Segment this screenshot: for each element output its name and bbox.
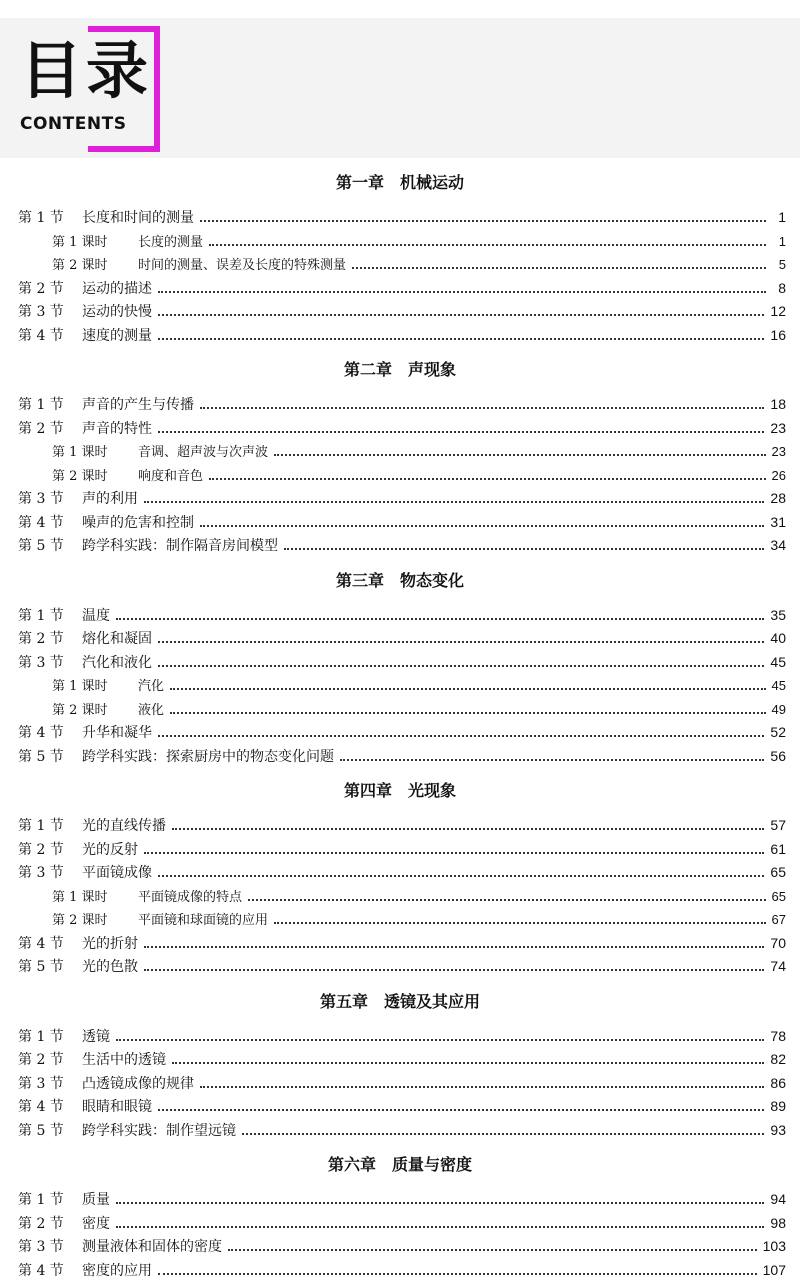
entry-number: 第 2 课时 <box>52 909 138 933</box>
chapter-heading[interactable] <box>0 1142 800 1188</box>
entry-title: 升华和凝华 <box>82 722 158 746</box>
entry-number: 第 3 节 <box>18 301 82 325</box>
toc-section-entry[interactable] <box>0 487 800 511</box>
toc-lesson-entry[interactable] <box>0 885 800 909</box>
entry-number: 第 1 课时 <box>52 675 138 699</box>
entry-number: 第 4 节 <box>18 1096 82 1120</box>
dot-leader <box>158 1109 764 1111</box>
page-number: 26 <box>766 464 786 488</box>
entry-number: 第 2 节 <box>18 839 82 863</box>
chapter-heading[interactable] <box>0 347 800 393</box>
entry-title: 声音的特性 <box>82 418 158 442</box>
entry-number: 第 4 节 <box>18 1260 82 1283</box>
page-number: 94 <box>764 1188 786 1212</box>
entry-number: 第 1 节 <box>18 394 82 418</box>
toc-lesson-entry[interactable] <box>0 464 800 488</box>
chapter-title: 第二章 声现象 <box>344 360 456 379</box>
entry-title: 透镜 <box>82 1026 116 1050</box>
page-number: 34 <box>764 534 786 558</box>
toc-section-entry[interactable] <box>0 1212 800 1236</box>
entry-number: 第 3 节 <box>18 1073 82 1097</box>
dot-leader <box>228 1249 757 1251</box>
page-number: 78 <box>764 1025 786 1049</box>
dot-leader <box>209 244 766 246</box>
toc-section-entry[interactable] <box>0 955 800 979</box>
table-of-contents <box>0 160 800 1282</box>
page-number: 18 <box>764 393 786 417</box>
page-subtitle: CONTENTS <box>20 114 126 134</box>
entry-number: 第 1 节 <box>18 605 82 629</box>
page-number: 23 <box>764 417 786 441</box>
page-number: 16 <box>764 324 786 348</box>
page-number: 65 <box>764 861 786 885</box>
entry-title: 长度的测量 <box>138 231 209 255</box>
chapter-heading[interactable] <box>0 558 800 604</box>
page-number: 28 <box>764 487 786 511</box>
dot-leader <box>144 946 764 948</box>
entry-number: 第 5 节 <box>18 746 82 770</box>
entry-title: 光的色散 <box>82 956 144 980</box>
dot-leader <box>248 899 766 901</box>
chapter-title: 第五章 透镜及其应用 <box>320 992 480 1011</box>
toc-section-entry[interactable] <box>0 1025 800 1049</box>
entry-title: 质量 <box>82 1189 116 1213</box>
entry-title: 密度 <box>82 1213 116 1237</box>
entry-number: 第 4 节 <box>18 722 82 746</box>
chapter-title: 第六章 质量与密度 <box>328 1155 472 1174</box>
entry-number: 第 2 课时 <box>52 465 138 489</box>
dot-leader <box>116 618 764 620</box>
entry-number: 第 2 节 <box>18 1213 82 1237</box>
entry-number: 第 1 课时 <box>52 231 138 255</box>
entry-title: 噪声的危害和控制 <box>82 512 200 536</box>
page-number: 103 <box>757 1235 786 1259</box>
page-number: 40 <box>764 627 786 651</box>
entry-number: 第 1 节 <box>18 207 82 231</box>
dot-leader <box>274 454 766 456</box>
dot-leader <box>158 735 764 737</box>
page-number: 12 <box>764 300 786 324</box>
entry-title: 平面镜和球面镜的应用 <box>138 909 274 933</box>
entry-title: 光的折射 <box>82 933 144 957</box>
page-number: 70 <box>764 932 786 956</box>
entry-number: 第 1 节 <box>18 1026 82 1050</box>
dot-leader <box>242 1133 764 1135</box>
dot-leader <box>158 314 764 316</box>
dot-leader <box>158 1273 757 1275</box>
page-number: 1 <box>766 230 786 254</box>
dot-leader <box>158 875 764 877</box>
toc-section-entry[interactable] <box>0 1072 800 1096</box>
chapter-heading[interactable] <box>0 768 800 814</box>
entry-title: 平面镜成像的特点 <box>138 886 248 910</box>
page-number: 45 <box>764 651 786 675</box>
entry-number: 第 4 节 <box>18 512 82 536</box>
entry-number: 第 1 节 <box>18 815 82 839</box>
entry-title: 密度的应用 <box>82 1260 158 1283</box>
dot-leader <box>158 641 764 643</box>
accent-bracket-top <box>88 26 160 32</box>
entry-title: 声音的产生与传播 <box>82 394 200 418</box>
entry-number: 第 1 节 <box>18 1189 82 1213</box>
dot-leader <box>158 431 764 433</box>
entry-title: 声的利用 <box>82 488 144 512</box>
dot-leader <box>200 525 764 527</box>
entry-title: 跨学科实践：探索厨房中的物态变化问题 <box>82 746 340 770</box>
toc-lesson-entry[interactable] <box>0 674 800 698</box>
dot-leader <box>144 852 764 854</box>
dot-leader <box>158 291 766 293</box>
chapter-title: 第四章 光现象 <box>344 781 456 800</box>
page-number: 82 <box>764 1048 786 1072</box>
entry-title: 光的反射 <box>82 839 144 863</box>
entry-number: 第 4 节 <box>18 325 82 349</box>
page-number: 86 <box>764 1072 786 1096</box>
toc-lesson-entry[interactable] <box>0 253 800 277</box>
dot-leader <box>200 407 764 409</box>
dot-leader <box>340 759 764 761</box>
dot-leader <box>352 267 766 269</box>
page-number: 67 <box>766 908 786 932</box>
toc-section-entry[interactable] <box>0 1188 800 1212</box>
entry-title: 生活中的透镜 <box>82 1049 172 1073</box>
dot-leader <box>172 1062 764 1064</box>
dot-leader <box>116 1226 764 1228</box>
entry-title: 测量液体和固体的密度 <box>82 1236 228 1260</box>
toc-section-entry[interactable] <box>0 277 800 301</box>
toc-section-entry[interactable] <box>0 393 800 417</box>
entry-title: 音调、超声波与次声波 <box>138 441 274 465</box>
page-number: 45 <box>766 674 786 698</box>
toc-section-entry[interactable] <box>0 1048 800 1072</box>
entry-title: 眼睛和眼镜 <box>82 1096 158 1120</box>
entry-title: 速度的测量 <box>82 325 158 349</box>
entry-title: 汽化和液化 <box>82 652 158 676</box>
toc-section-entry[interactable] <box>0 932 800 956</box>
toc-section-entry[interactable] <box>0 721 800 745</box>
entry-title: 液化 <box>138 699 170 723</box>
page-title: 目录 <box>20 38 152 104</box>
dot-leader <box>158 338 764 340</box>
entry-title: 温度 <box>82 605 116 629</box>
toc-section-entry[interactable] <box>0 1235 800 1259</box>
chapter-heading[interactable] <box>0 160 800 206</box>
entry-number: 第 5 节 <box>18 1120 82 1144</box>
entry-title: 平面镜成像 <box>82 862 158 886</box>
dot-leader <box>144 969 764 971</box>
page-number: 65 <box>766 885 786 909</box>
toc-section-entry[interactable] <box>0 651 800 675</box>
toc-lesson-entry[interactable] <box>0 698 800 722</box>
entry-title: 时间的测量、误差及长度的特殊测量 <box>138 254 352 278</box>
toc-lesson-entry[interactable] <box>0 230 800 254</box>
toc-section-entry[interactable] <box>0 417 800 441</box>
dot-leader <box>158 665 764 667</box>
dot-leader <box>116 1202 764 1204</box>
dot-leader <box>200 1086 764 1088</box>
toc-section-entry[interactable] <box>0 324 800 348</box>
entry-number: 第 2 节 <box>18 628 82 652</box>
toc-section-entry[interactable] <box>0 627 800 651</box>
toc-section-entry[interactable] <box>0 604 800 628</box>
page-number: 31 <box>764 511 786 535</box>
dot-leader <box>144 501 764 503</box>
entry-title: 光的直线传播 <box>82 815 172 839</box>
page-number: 35 <box>764 604 786 628</box>
dot-leader <box>116 1039 764 1041</box>
page-number: 89 <box>764 1095 786 1119</box>
entry-number: 第 2 课时 <box>52 254 138 278</box>
page-number: 1 <box>766 206 786 230</box>
chapter-title: 第一章 机械运动 <box>336 173 464 192</box>
dot-leader <box>170 712 766 714</box>
accent-bracket-right <box>154 26 160 152</box>
entry-title: 跨学科实践：制作望远镜 <box>82 1120 242 1144</box>
entry-number: 第 3 节 <box>18 488 82 512</box>
toc-section-entry[interactable] <box>0 814 800 838</box>
dot-leader <box>274 922 766 924</box>
entry-title: 长度和时间的测量 <box>82 207 200 231</box>
toc-lesson-entry[interactable] <box>0 908 800 932</box>
page-number: 107 <box>757 1259 786 1283</box>
entry-number: 第 2 课时 <box>52 699 138 723</box>
entry-number: 第 1 课时 <box>52 886 138 910</box>
dot-leader <box>209 478 766 480</box>
entry-number: 第 4 节 <box>18 933 82 957</box>
page-number: 49 <box>766 698 786 722</box>
entry-number: 第 3 节 <box>18 652 82 676</box>
entry-number: 第 1 课时 <box>52 441 138 465</box>
toc-section-entry[interactable] <box>0 745 800 769</box>
dot-leader <box>284 548 764 550</box>
toc-section-entry[interactable] <box>0 300 800 324</box>
toc-section-entry[interactable] <box>0 206 800 230</box>
entry-number: 第 2 节 <box>18 278 82 302</box>
dot-leader <box>170 688 766 690</box>
entry-number: 第 5 节 <box>18 956 82 980</box>
dot-leader <box>200 220 766 222</box>
toc-section-entry[interactable] <box>0 838 800 862</box>
chapter-heading[interactable] <box>0 979 800 1025</box>
toc-section-entry[interactable] <box>0 1095 800 1119</box>
accent-bracket-bottom <box>88 146 160 152</box>
entry-number: 第 2 节 <box>18 418 82 442</box>
page-number: 57 <box>764 814 786 838</box>
entry-title: 熔化和凝固 <box>82 628 158 652</box>
chapter-title: 第三章 物态变化 <box>336 571 464 590</box>
toc-section-entry[interactable] <box>0 861 800 885</box>
header-banner <box>0 0 800 160</box>
page-number: 23 <box>766 440 786 464</box>
entry-title: 运动的快慢 <box>82 301 158 325</box>
page-number: 93 <box>764 1119 786 1143</box>
page-number: 61 <box>764 838 786 862</box>
entry-number: 第 3 节 <box>18 1236 82 1260</box>
toc-section-entry[interactable] <box>0 1119 800 1143</box>
entry-title: 汽化 <box>138 675 170 699</box>
toc-section-entry[interactable] <box>0 534 800 558</box>
page-number: 74 <box>764 955 786 979</box>
entry-number: 第 3 节 <box>18 862 82 886</box>
entry-title: 跨学科实践：制作隔音房间模型 <box>82 535 284 559</box>
page-number: 5 <box>766 253 786 277</box>
page-number: 56 <box>764 745 786 769</box>
page-number: 8 <box>766 277 786 301</box>
entry-title: 运动的描述 <box>82 278 158 302</box>
toc-section-entry[interactable] <box>0 511 800 535</box>
toc-lesson-entry[interactable] <box>0 440 800 464</box>
dot-leader <box>172 828 764 830</box>
page-number: 52 <box>764 721 786 745</box>
entry-title: 响度和音色 <box>138 465 209 489</box>
entry-number: 第 2 节 <box>18 1049 82 1073</box>
page-number: 98 <box>764 1212 786 1236</box>
entry-title: 凸透镜成像的规律 <box>82 1073 200 1097</box>
toc-section-entry[interactable] <box>0 1259 800 1283</box>
entry-number: 第 5 节 <box>18 535 82 559</box>
